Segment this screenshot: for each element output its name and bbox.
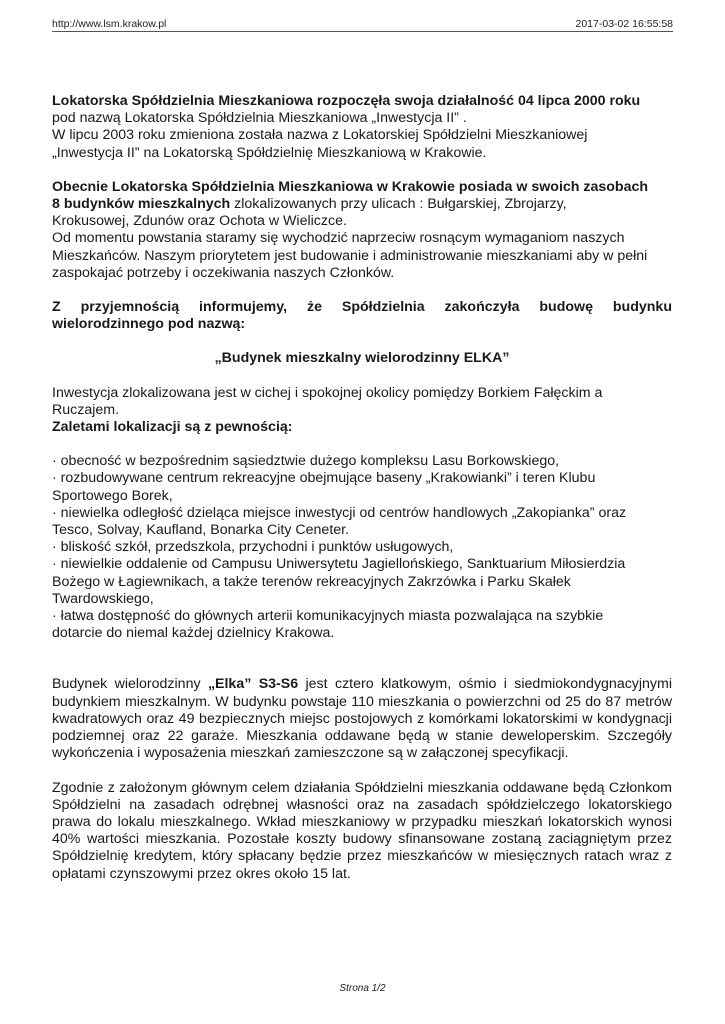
list-item: · łatwa dostępność do głównych arterii komunikacyjnych miasta pozwalająca na szybkie [52,608,604,625]
location-line-1: Inwestycja zlokalizowana jest w cichej i spokojnej okolicy pomiędzy Borkiem Fałęckim a [52,384,603,401]
status-line-6: zaspokajać potrzeby i oczekiwania naszych Członków. [52,264,395,281]
list-item-continuation: dotarcie do niemal każdej dzielnicy Krakowa. [52,625,335,642]
paragraph-announcement [52,299,672,333]
document-body [52,93,672,883]
paragraph-financing: Zgodnie z założonym głównym celem działania Spółdzielni mieszkania oddawane będą Członkom Spółdzielni na zasadach odrębnej własności oraz na zasadach spółdzielczego lokatorskiego prawa do lokalu mieszkalnego. Wkład mieszkaniowy w przypadku mieszkań lokatorskich wynosi 40% wartości mieszkania. Pozostałe koszty budowy sfinansowane zostaną zaciągniętym przez Spółdzielnię kredytem, który spłacany będzie przez mieszkańców w miesięcznych ratach wraz z opłatami czynszowymi przez okres około 15 lat. [52,779,672,882]
list-item: · rozbudowywane centrum rekreacyjne obejmujące baseny „Krakowianki” i teren Klubu [52,470,596,487]
building-code: S3-S6 [258,676,299,693]
description-body: jest cztero klatkowym, ośmio i siedmiokondygnacyjnymi budynkiem mieszkalnym. W budynku powstaje 110 mieszkania o powierzchni od 25 do 87 metrów kwadratowych oraz 49 bezpiecznych miejsc postojowych z komórkami lokatorskimi w kondygnacji podziemnej oraz 22 garaże. Mieszkania oddawane będą w stanie deweloperskim. Szczegóły wykończenia i wyposażenia mieszkań zamieszczone są w załączonej specyfikacji. [52,676,672,762]
paragraph-history [52,93,672,162]
description-intro: Budynek wielorodzinny [52,676,208,693]
building-name: „Elka” [207,676,252,693]
history-line-4: „Inwestycja II” na Lokatorską Spółdzielnię Mieszkaniową w Krakowie. [52,144,487,161]
status-line-4: Od momentu powstania staramy się wychodzić naprzeciw rosnącym wymaganiom naszych [52,230,625,247]
status-line-3: Krokusowej, Zdunów oraz Ochota w Wieliczce. [52,213,347,230]
status-line-5: Mieszkańców. Naszym priorytetem jest budowanie i administrowanie mieszkaniami aby w pełni [52,247,648,264]
list-item: · niewielka odległość dzieląca miejsce inwestycji od centrów handlowych „Zakopianka” oraz [52,504,627,521]
list-item-continuation: Tesco, Solvay, Kaufland, Bonarka City Ceneter. [52,522,350,539]
paragraph-building-description [52,676,672,762]
history-line-3: W lipcu 2003 roku zmieniona została nazwa z Lokatorskiej Spółdzielni Mieszkaniowej [52,127,588,144]
location-advantages-heading: Zaletami lokalizacji są z pewnością: [52,419,293,436]
paragraph-current-status [52,179,672,282]
list-item: · bliskość szkół, przedszkola, przychodni i punktów usługowych, [52,539,454,556]
history-line-2: pod nazwą Lokatorska Spółdzielnia Mieszkaniowa „Inwestycja II” . [52,110,467,127]
announcement-bold-line-2: wielorodzinnego pod nazwą: [52,316,246,333]
history-bold-line: Lokatorska Spółdzielnia Mieszkaniowa rozpoczęła swoja działalność 04 lipca 2000 roku [52,93,641,109]
page-header [52,14,673,30]
announcement-bold-line-1: Z przyjemnością informujemy, że Spółdzielnia zakończyła budowę budynku [52,299,672,316]
list-item-continuation: Sportowego Borek, [52,487,173,504]
advantages-list [52,453,672,642]
status-streets: zlokalizowanych przy ulicach : Bułgarskiej, Zbrojarzy, [230,196,567,213]
list-item: · obecność w bezpośrednim sąsiedztwie dużego kompleksu Lasu Borkowskiego, [52,453,560,470]
header-divider [52,31,673,32]
header-url[interactable]: http://www.lsm.krakow.pl [52,18,167,30]
building-title: „Budynek mieszkalny wielorodzinny ELKA” [214,350,510,367]
paragraph-location [52,385,672,437]
list-item-continuation: Twardowskiego, [52,590,154,607]
status-building-count: 8 budynków mieszkalnych [52,196,231,213]
location-line-2: Ruczajem. [52,401,120,418]
list-item: · niewielkie oddalenie od Campusu Uniwersytetu Jagiellońskiego, Sanktuarium Miłosierdzia [52,556,626,573]
description-space [251,676,258,692]
list-item-continuation: Bożego w Łagiewnikach, a także terenów rekreacyjnych Zakrzówka i Parku Skałek [52,573,571,590]
header-datetime: 2017-03-02 16:55:58 [575,18,673,30]
page-number: Strona 1/2 [339,983,386,994]
status-bold-line: Obecnie Lokatorska Spółdzielnia Mieszkaniowa w Krakowie posiada w swoich zasobach [52,178,649,195]
